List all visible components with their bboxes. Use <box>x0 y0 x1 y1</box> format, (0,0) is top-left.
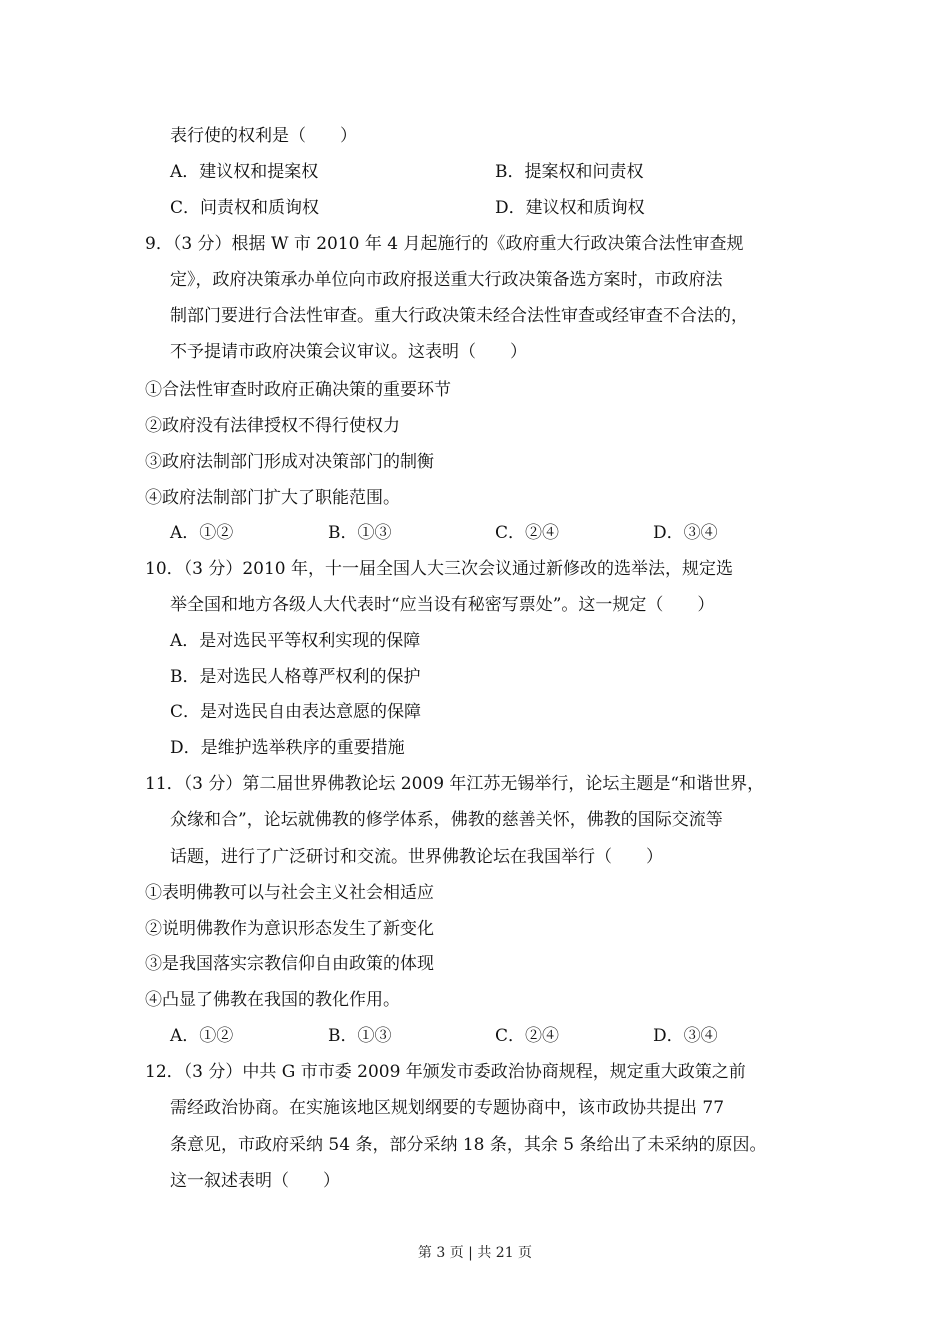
q10-stem-line-1: 10．（3 分）2010 年，十一届全国人大三次会议通过新修改的选举法，规定选 <box>145 559 734 579</box>
q11-option-d: D．③④ <box>653 1026 718 1046</box>
page-number-footer: 第 3 页 | 共 21 页 <box>417 1245 533 1261</box>
q10-option-c: C．是对选民自由表达意愿的保障 <box>170 702 422 722</box>
q9-option-d: D．③④ <box>653 523 718 543</box>
q12-stem-line-4: 这一叙述表明（ ） <box>170 1171 340 1191</box>
q9-statement-1: ①合法性审查时政府正确决策的重要环节 <box>145 380 451 400</box>
q11-stem-line-3: 话题，进行了广泛研讨和交流。世界佛教论坛在我国举行（ ） <box>170 847 663 867</box>
q11-stem-line-1: 11．（3 分）第二届世界佛教论坛 2009 年江苏无锡举行，论坛主题是“和谐世界， <box>145 774 765 794</box>
q8-stem-tail: 表行使的权利是（ ） <box>170 126 357 146</box>
q12-stem-line-3: 条意见，市政府采纳 54 条，部分采纳 18 条，其余 5 条给出了未采纳的原因。 <box>170 1135 767 1155</box>
q12-stem-line-2: 需经政治协商。在实施该地区规划纲要的专题协商中，该市政协共提出 77 <box>170 1098 725 1118</box>
q9-option-c: C．②④ <box>495 523 560 543</box>
q10-option-a: A．是对选民平等权利实现的保障 <box>170 631 421 651</box>
q11-stem-line-2: 众缘和合”，论坛就佛教的修学体系，佛教的慈善关怀，佛教的国际交流等 <box>170 810 723 830</box>
q8-option-a: A．建议权和提案权 <box>170 162 319 182</box>
q11-option-c: C．②④ <box>495 1026 560 1046</box>
q11-option-b: B．①③ <box>328 1026 392 1046</box>
q9-option-a: A．①② <box>170 523 234 543</box>
q9-statement-4: ④政府法制部门扩大了职能范围。 <box>145 488 400 508</box>
q12-stem-line-1: 12．（3 分）中共 G 市市委 2009 年颁发市委政治协商规程，规定重大政策之前 <box>145 1062 746 1082</box>
q10-stem-line-2: 举全国和地方各级人大代表时“应当设有秘密写票处”。这一规定（ ） <box>170 595 715 615</box>
q9-option-b: B．①③ <box>328 523 392 543</box>
q11-statement-2: ②说明佛教作为意识形态发生了新变化 <box>145 919 434 939</box>
q9-statement-3: ③政府法制部门形成对决策部门的制衡 <box>145 452 434 472</box>
q8-option-d: D．建议权和质询权 <box>495 198 645 218</box>
q9-stem-line-4: 不予提请市政府决策会议审议。这表明（ ） <box>170 342 527 362</box>
q9-statement-2: ②政府没有法律授权不得行使权力 <box>145 416 400 436</box>
q8-option-b: B．提案权和问责权 <box>495 162 644 182</box>
q11-statement-3: ③是我国落实宗教信仰自由政策的体现 <box>145 954 434 974</box>
q11-option-a: A．①② <box>170 1026 234 1046</box>
q8-option-c: C．问责权和质询权 <box>170 198 320 218</box>
q10-option-b: B．是对选民人格尊严权利的保护 <box>170 667 421 687</box>
q10-option-d: D．是维护选举秩序的重要措施 <box>170 738 405 758</box>
q9-stem-line-3: 制部门要进行合法性审查。重大行政决策未经合法性审查或经审查不合法的， <box>170 306 748 326</box>
q9-stem-line-1: 9．（3 分）根据 W 市 2010 年 4 月起施行的《政府重大行政决策合法性审查规 <box>145 234 744 254</box>
q9-stem-line-2: 定》，政府决策承办单位向市政府报送重大行政决策备选方案时，市政府法 <box>170 270 723 290</box>
q11-statement-1: ①表明佛教可以与社会主义社会相适应 <box>145 883 434 903</box>
q11-statement-4: ④凸显了佛教在我国的教化作用。 <box>145 990 400 1010</box>
